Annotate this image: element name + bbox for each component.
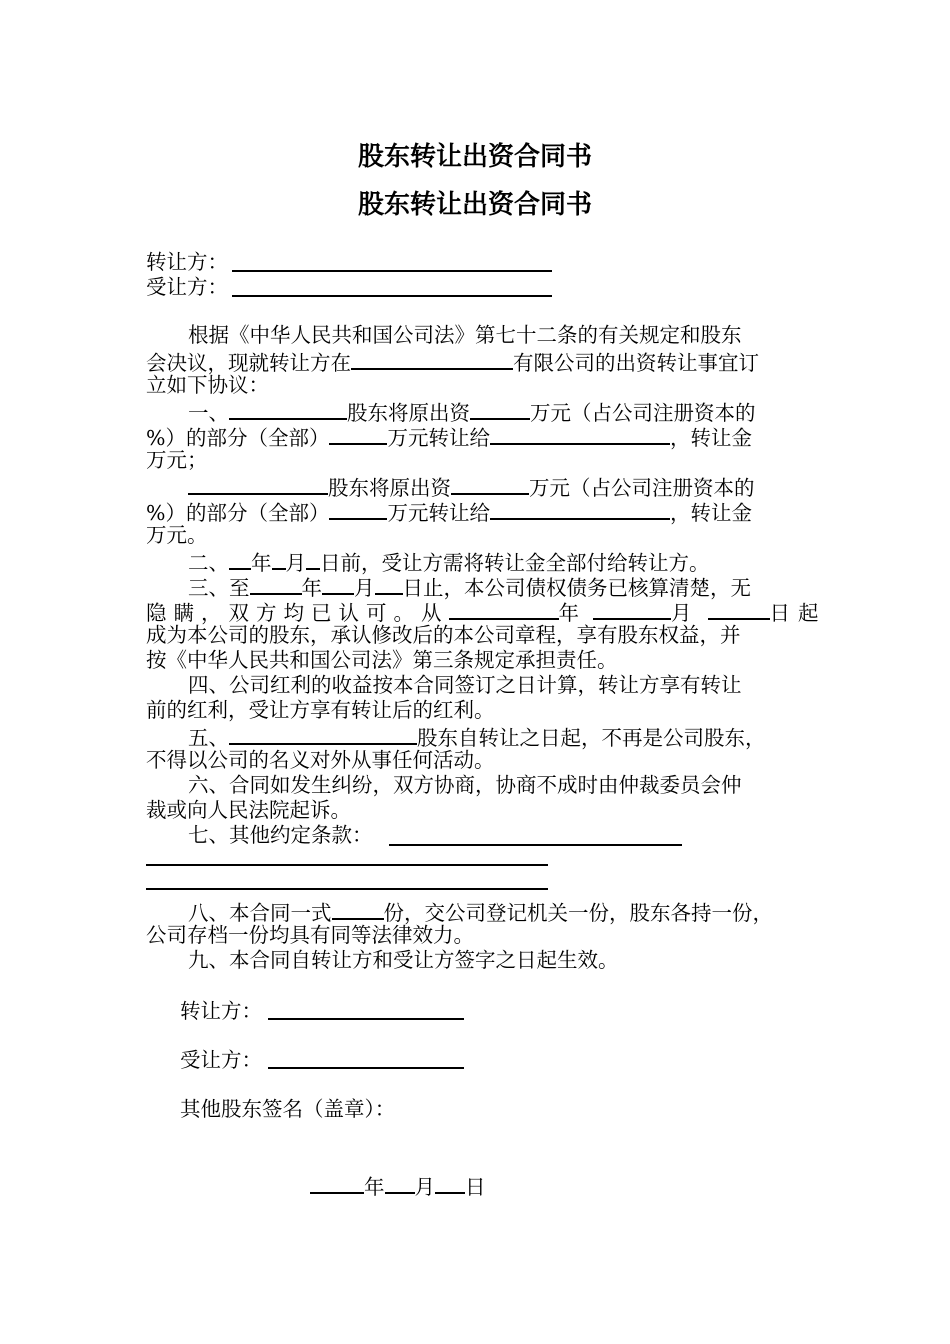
- clause-3-line-3: 成为本公司的股东，承认修改后的本公司章程，享有股东权益，并: [146, 623, 741, 647]
- year-blank-2: [250, 573, 302, 595]
- intro-line-2: 会决议，现就转让方在 有限公司的出资转让事宜订: [146, 348, 759, 376]
- clause-6-line-1: 六、合同如发生纠纷，双方协商，协商不成时由仲裁委员会仲: [188, 773, 742, 797]
- clause-4-line-2: 前的红利，受让方享有转让后的红利。: [146, 698, 495, 722]
- transferee-blank: [232, 295, 552, 297]
- clause-3-line-2: 隐瞒，双方均已认可。从 年 月 日起: [146, 598, 827, 626]
- recipient-blank: [490, 423, 670, 445]
- month-blank-3: [593, 598, 671, 620]
- transferee-line: [146, 275, 228, 300]
- amount-blank: [329, 423, 387, 445]
- shareholder-blank-2: [188, 473, 328, 495]
- clause-6-line-2: 裁或向人民法院起诉。: [146, 798, 351, 822]
- sign-transferor-blank: [268, 1018, 464, 1020]
- clause-1-line-1: 一、 股东将原出资 万元（占公司注册资本的: [188, 398, 756, 426]
- capital-blank: [470, 398, 530, 420]
- intro-line-1: 根据《中华人民共和国公司法》第七十二条的有关规定和股东: [188, 323, 742, 347]
- shareholder-blank: [229, 398, 347, 420]
- clause-2: 二、 年 月 日前，受让方需将转让金全部付给转让方。: [188, 548, 710, 576]
- other-terms-blank-1: [389, 844, 682, 846]
- month-blank: [272, 548, 286, 570]
- day-blank: [306, 548, 320, 570]
- transferor-blank: [232, 270, 552, 272]
- sign-date: 年 月 日: [310, 1172, 486, 1200]
- clause-1b-line-3: 万元。: [146, 523, 208, 547]
- transferor-label: 转让方：: [146, 250, 228, 274]
- sign-transferee-label: 受让方：: [180, 1048, 262, 1072]
- month-blank-2: [322, 573, 354, 595]
- company-name-blank: [351, 348, 513, 370]
- clause-8-line-1: 八、本合同一式 份，交公司登记机关一份，股东各持一份，: [188, 898, 773, 926]
- capital-blank-2: [451, 473, 529, 495]
- day-blank-2: [375, 573, 403, 595]
- sign-transferor-label: 转让方：: [180, 999, 262, 1023]
- other-terms-blank-2: [146, 864, 548, 866]
- clause-1-line-3: 万元；: [146, 448, 208, 472]
- day-blank-3: [708, 598, 770, 620]
- year-blank-3: [449, 598, 559, 620]
- sign-year-blank: [310, 1172, 364, 1194]
- transferee-label: 受让方：: [146, 275, 228, 299]
- clause-8-line-2: 公司存档一份均具有同等法律效力。: [146, 923, 474, 947]
- sign-month-blank: [385, 1172, 415, 1194]
- document-subtitle: 股东转让出资合同书: [357, 190, 592, 220]
- sign-transferee-blank: [268, 1067, 464, 1069]
- clause-1b-line-2: %）的部分（全部） 万元转让给 ，转让金: [146, 498, 752, 526]
- document-title: 股东转让出资合同书: [357, 142, 592, 172]
- clause-7: 七、其他约定条款：: [188, 823, 373, 847]
- amount-blank-2: [329, 498, 387, 520]
- clause-5-line-1: 五、 股东自转让之日起，不再是公司股东，: [188, 723, 766, 751]
- sign-others-label: 其他股东签名（盖章）：: [180, 1097, 396, 1121]
- clause-1-line-2: %）的部分（全部） 万元转让给 ，转让金: [146, 423, 752, 451]
- clause-1b-line-1: 股东将原出资 万元（占公司注册资本的: [188, 473, 755, 501]
- clause-9: 九、本合同自转让方和受让方签字之日起生效。: [188, 948, 619, 972]
- intro-line-3: 立如下协议：: [146, 373, 269, 397]
- shareholder-blank-3: [229, 723, 417, 745]
- sign-day-blank: [435, 1172, 465, 1194]
- clause-5-line-2: 不得以公司的名义对外从事任何活动。: [146, 748, 495, 772]
- other-terms-blank-3: [146, 888, 548, 890]
- clause-3-line-1: 三、至 年 月 日止，本公司债权债务已核算清楚，无: [188, 573, 751, 601]
- copies-blank: [332, 898, 384, 920]
- year-blank: [229, 548, 251, 570]
- clause-3-line-4: 按《中华人民共和国公司法》第三条规定承担责任。: [146, 648, 618, 672]
- recipient-blank-2: [490, 498, 670, 520]
- transferor-line: [146, 250, 228, 275]
- clause-4-line-1: 四、公司红利的收益按本合同签订之日计算，转让方享有转让: [188, 673, 742, 697]
